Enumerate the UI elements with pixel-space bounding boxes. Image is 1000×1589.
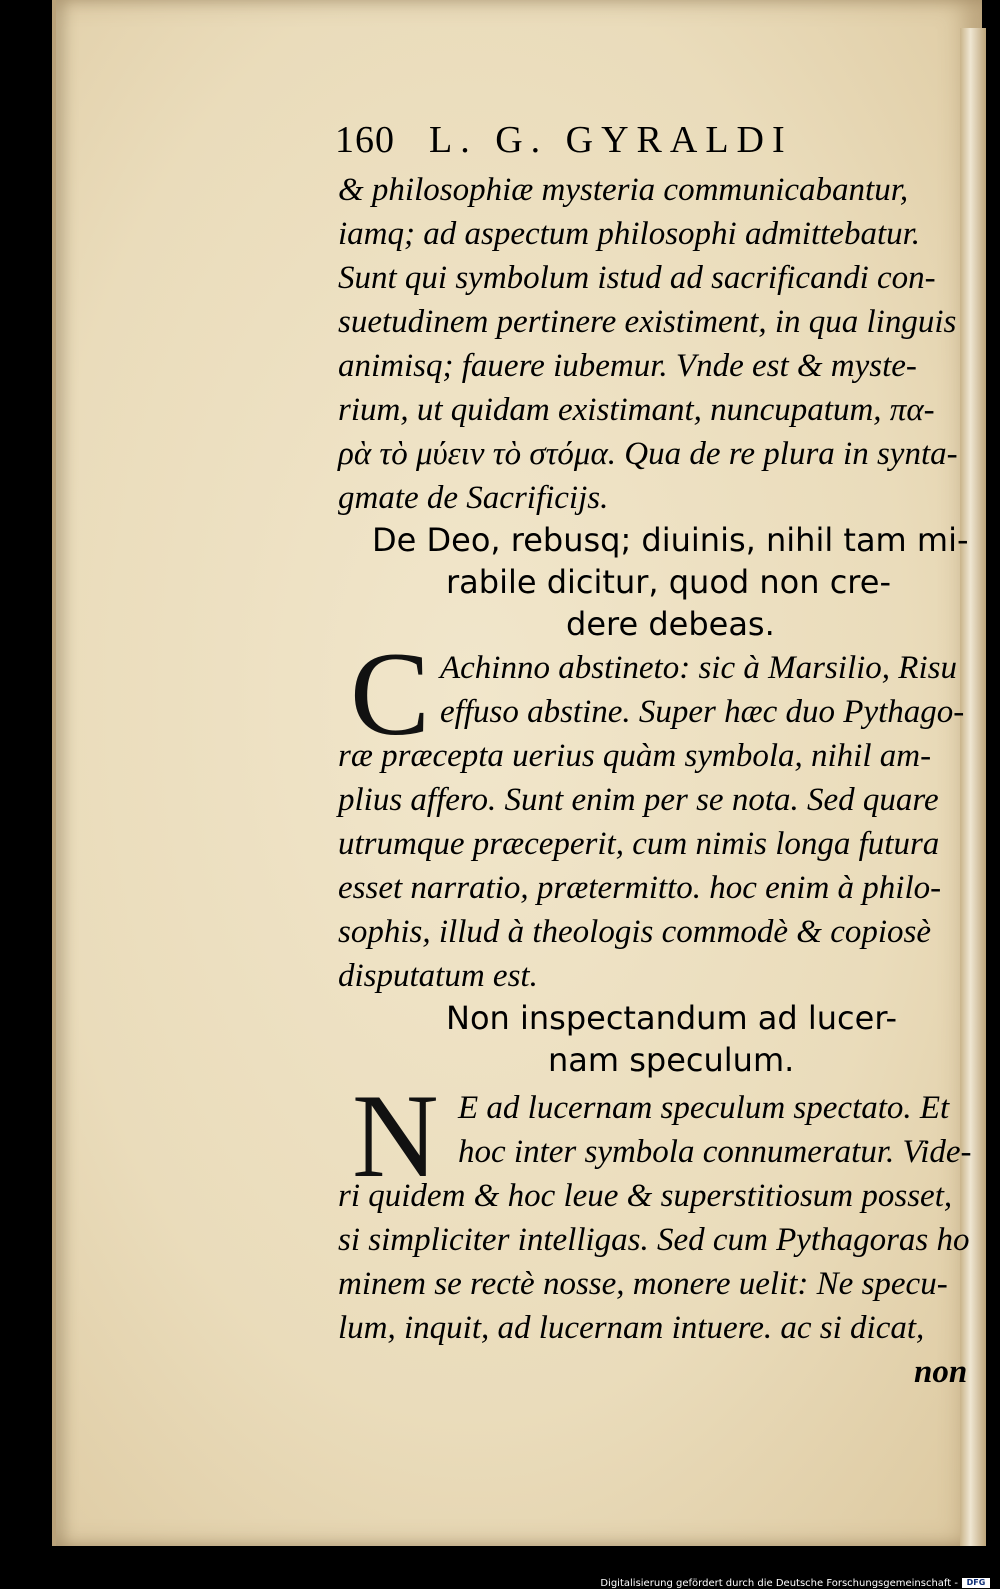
text-line: effuso abstine. Super hæc duo Pythago- [440,694,965,730]
text-line: ræ præcepta uerius quàm symbola, nihil am- [338,738,932,774]
running-title: L. G. GYRALDI [429,119,793,161]
text-line: hoc inter symbola connumeratur. Vide- [458,1134,972,1170]
text-line: & philosophiæ mysteria communicabantur, [338,172,909,208]
text-line: animisq; fauere iubemur. Vnde est & myste- [338,348,917,384]
section-heading: nam speculum. [548,1041,795,1079]
text-line: si simpliciter intelligas. Sed cum Pythagoras ho [338,1222,970,1258]
text-line: sophis, illud à theologis commodè & copiosè [338,914,932,950]
text-line: lum, inquit, ad lucernam intuere. ac si dicat, [338,1310,925,1346]
drop-capital: N [352,1069,439,1202]
page-gutter [960,28,986,1546]
text-line: rium, ut quidam existimant, nuncupatum, πα- [338,392,935,428]
page-number: 160 [335,119,395,161]
text-line: ri quidem & hoc leue & superstitiosum posset, [338,1178,953,1214]
text-line: esset narratio, prætermitto. hoc enim à philo- [338,870,942,906]
text-line: Sunt qui symbolum istud ad sacrificandi con- [338,260,936,296]
text-line: iamq; ad aspectum philosophi admittebatur. [338,216,921,252]
section-heading: De Deo, rebusq; diuinis, nihil tam mi- [372,521,969,559]
text-line: disputatum est. [338,958,538,994]
running-head [335,118,965,166]
catchword: non [914,1354,968,1390]
text-line: E ad lucernam speculum spectato. Et [458,1090,950,1126]
text-line: gmate de Sacrificijs. [338,480,609,516]
funding-credit: Digitalisierung gefördert durch die Deutsche Forschungsgemeinschaft - [600,1578,958,1589]
section-heading: Non inspectandum ad lucer- [446,999,897,1037]
drop-capital: C [350,627,431,760]
text-line: Achinno abstineto: sic à Marsilio, Risu [440,650,957,686]
text-line: minem se rectè nosse, monere uelit: Ne specu- [338,1266,948,1302]
text-line: utrumque præceperit, cum nimis longa futura [338,826,940,862]
section-heading: dere debeas. [566,605,775,643]
dfg-logo: DFG [962,1578,990,1588]
text-line: ρὰ τὸ μύειν τὸ στόμα. Qua de re plura in synta- [338,436,958,472]
text-line: plius affero. Sunt enim per se nota. Sed quare [338,782,939,818]
section-heading: rabile dicitur, quod non cre- [446,563,891,601]
text-line: suetudinem pertinere existiment, in qua linguis [338,304,957,340]
